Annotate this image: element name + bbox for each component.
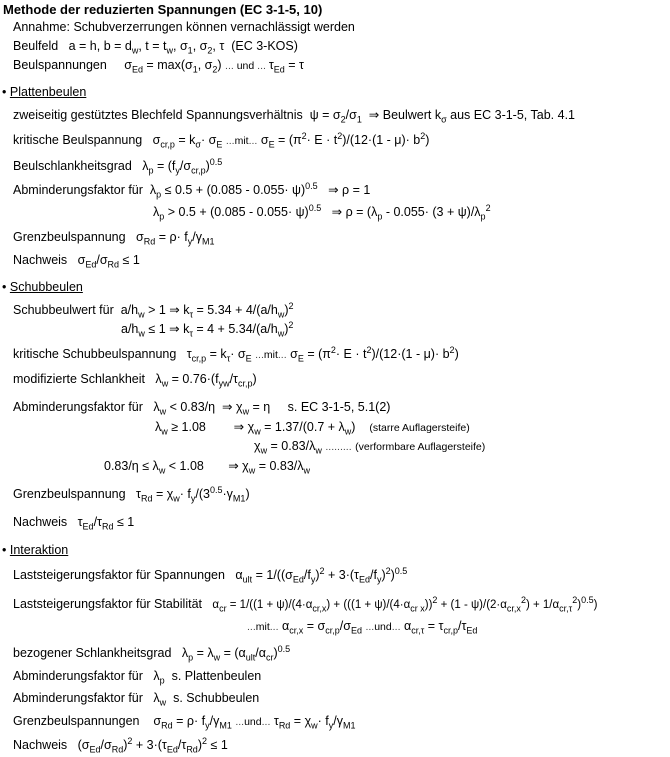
- beulspannungen-label: Beulspannungen: [13, 58, 107, 72]
- beulfeld-line: [13, 39, 298, 54]
- schub-l4-text: modifizierte Schlankheit: [13, 372, 146, 386]
- inter-line-5: Abminderungsfaktor für $\lambda_p$ s. Plattenbeulen: [13, 669, 262, 686]
- schub-line-10: Nachweis $\tau_{Ed}/\tau_{Rd} \le 1$: [13, 515, 135, 532]
- schub-line-7: $\chi_w = 0.83/\lambda_w$ ......... (verformbare Auflagersteife): [254, 439, 486, 456]
- schub-line-6: $\lambda_w \ge 1.08$ ⇒ $\chi_w = 1.37/(0.7 + \lambda_w)$ (starre Auflagersteife): [155, 420, 470, 437]
- schub-line-3: kritische Schubbeulspannung $\tau_{cr,p} = k_\tau\cdot \sigma_E$ ...mit... $\sigma_E = (\pi^2\cdot E \cdot t^2)/(12\cdot(1 - \mu)\cdot b^2)$: [13, 344, 459, 364]
- schub-l3-text: kritische Schubbeulspannung: [13, 347, 177, 361]
- bullet-icon: •: [2, 280, 7, 294]
- inter-l5b-text: s. Plattenbeulen: [171, 669, 262, 683]
- schub-l9-text: Nachweis: [13, 515, 68, 529]
- schub-line-4: modifizierte Schlankheit $\lambda_w = 0.76\cdot(f_{yw}/\tau_{cr,p})$: [13, 372, 257, 389]
- inter-l6b-text: s. Schubbeulen: [173, 691, 260, 705]
- inter-l8-text: Nachweis: [13, 738, 68, 752]
- schub-line-1: Schubbeulwert für $a/h_w > 1$ ⇒ $k_\tau = 5.34 + 4/(a/h_w)^2$: [13, 300, 294, 320]
- section-plattenbeulen-label: Plattenbeulen: [9, 85, 87, 99]
- schub-starr: (starre Auflagersteife): [369, 422, 470, 434]
- section-schubbeulen: [2, 280, 83, 295]
- platten-line-4: Abminderungsfaktor für $\lambda_p \le 0.5 + (0.085 - 0.055\cdot \psi)^{0.5}$ ⇒ ρ = 1: [13, 180, 371, 200]
- platten-l7-text: Nachweis: [13, 253, 68, 267]
- schub-line-8: $0.83/\eta \le \lambda_w < 1.08$ ⇒ $\chi_w = 0.83/\lambda_w$: [104, 459, 311, 476]
- annahme-text: Annahme: Schubverzerrungen können vernachlässigt werden: [13, 20, 355, 34]
- schub-l1-text: Schubbeulwert für: [13, 303, 114, 317]
- section-interaktion-label: Interaktion: [9, 543, 69, 557]
- platten-l1b-text: Beulwert k: [382, 108, 442, 122]
- beulfeld-ref: (EC 3-KOS): [231, 39, 298, 53]
- bullet-icon: •: [2, 543, 7, 557]
- inter-line-2: Laststeigerungsfaktor für Stabilität $\alpha_{cr} = 1/((1 + \psi)/(4\cdot\alpha_{cr,x}) + (((1 + \psi)/(4\cdot\alpha_{cr x}))^2 + (1 - \psi)/(2\cdot\alpha_{cr,x}^2) + 1/\alpha_{cr,\tau}^2)^{0.5})$: [13, 595, 598, 614]
- inter-line-4: bezogener Schlankheitsgrad $\lambda_p = \lambda_w = (\alpha_{ult}/\alpha_{cr})^{0.5}$: [13, 643, 291, 663]
- schub-l5-text: Abminderungsfaktor für: [13, 400, 143, 414]
- inter-line-1: Laststeigerungsfaktor für Spannungen $\alpha_{ult} = 1/((\sigma_{Ed}/f_y)^2 + 3\cdot(\tau_{Ed}/f_y)^2)^{0.5}$: [13, 565, 408, 585]
- platten-line-3: Beulschlankheitsgrad $\lambda_p = (f_y/\sigma_{cr,p})^{0.5}$: [13, 156, 223, 176]
- platten-l1-text: zweiseitig gestütztes Blechfeld Spannungsverhältnis: [13, 108, 303, 122]
- platten-line-6: Grenzbeulspannung $\sigma_{Rd} = \rho\cdot f_y/\gamma_{M1}$: [13, 230, 215, 247]
- platten-l6-text: Grenzbeulspannung: [13, 230, 126, 244]
- inter-l4-text: bezogener Schlankheitsgrad: [13, 646, 172, 660]
- page-title: Methode der reduzierten Spannungen (EC 3-1-5, 10): [3, 2, 323, 17]
- platten-line-5: $\lambda_p > 0.5 + (0.085 - 0.055\cdot \psi)^{0.5}$ ⇒ $\rho = (\lambda_p - 0.055\cdot (3 + \psi)/\lambda_p^2$: [153, 202, 491, 222]
- schub-l8-text: Grenzbeulspannung: [13, 487, 126, 501]
- inter-l7-text: Grenzbeulspannungen: [13, 714, 140, 728]
- beulfeld-def: a = h, $b = d_w$, $t = t_w$, $\sigma_1$, $\sigma_2$, τ: [68, 39, 225, 56]
- schub-ref: s. EC 3-1-5, 5.1(2): [287, 400, 391, 414]
- schub-line-9: Grenzbeulspannung $\tau_{Rd} = \chi_w\cdot f_y/(3^{0.5}\cdot\gamma_{M1})$: [13, 484, 250, 504]
- platten-line-1: zweiseitig gestütztes Blechfeld Spannungsverhältnis $\psi = \sigma_2/\sigma_1$ ⇒ Beulwert $k_\sigma$ aus EC 3-1-5, Tab. 4.1: [13, 108, 575, 125]
- inter-line-7: Grenzbeulspannungen $\sigma_{Rd} = \rho\cdot f_y/\gamma_{M1}$ ...und... $\tau_{Rd} = \chi_w\cdot f_y/\gamma_{M1}$: [13, 714, 356, 731]
- platten-l2-text: kritische Beulspannung: [13, 133, 143, 147]
- section-schubbeulen-label: Schubbeulen: [9, 280, 83, 294]
- beulfeld-label: Beulfeld: [13, 39, 59, 53]
- platten-l4-text: Abminderungsfaktor für: [13, 183, 143, 197]
- inter-line-8: Nachweis $(\sigma_{Ed}/\sigma_{Rd})^2 + 3\cdot(\tau_{Ed}/\tau_{Rd})^2 \le 1$: [13, 735, 228, 755]
- platten-l3-text: Beulschlankheitsgrad: [13, 159, 132, 173]
- inter-l2-text: Laststeigerungsfaktor für Stabilität: [13, 597, 202, 611]
- implies-arrow-icon: ⇒: [368, 108, 380, 122]
- schub-verform: (verformbare Auflagersteife): [355, 441, 486, 453]
- platten-line-2: kritische Beulspannung $\sigma_{cr,p} = k_\sigma\cdot \sigma_E$ ...mit... $\sigma_E = (\pi^2\cdot E \cdot t^2)/(12\cdot(1 - \mu)\cdot b^2)$: [13, 130, 430, 150]
- inter-l1-text: Laststeigerungsfaktor für Spannungen: [13, 568, 225, 582]
- platten-line-7: Nachweis $\sigma_{Ed}/\sigma_{Rd} \le 1$: [13, 253, 140, 270]
- beulspannungen-formula: $\sigma_{Ed} = \max(\sigma_1$, $\sigma_2$) ... und ... $\tau_{Ed} = \tau$: [124, 58, 304, 75]
- inter-l5-text: Abminderungsfaktor für: [13, 669, 143, 683]
- inter-l6-text: Abminderungsfaktor für: [13, 691, 143, 705]
- inter-line-3: ...mit... $\alpha_{cr,x} = \sigma_{cr,p}/\sigma_{Ed}$ ...und... $\alpha_{cr,\tau} = \tau_{cr,p}/\tau_{Ed}$: [247, 619, 478, 636]
- section-interaktion: [2, 543, 68, 558]
- platten-l1c-text: aus EC 3-1-5, Tab. 4.1: [450, 108, 575, 122]
- inter-line-6: Abminderungsfaktor für $\lambda_w$ s. Schubbeulen: [13, 691, 260, 708]
- schub-line-5: Abminderungsfaktor für $\lambda_w < 0.83/\eta$ ⇒ $\chi_w = \eta$ s. EC 3-1-5, 5.1(2): [13, 400, 391, 417]
- beulspannungen-line: [13, 58, 304, 74]
- schub-line-2: $a/h_w \le 1$ ⇒ $k_\tau = 4 + 5.34/(a/h_w)^2$: [121, 319, 294, 339]
- bullet-icon: •: [2, 85, 7, 99]
- section-plattenbeulen: [2, 85, 86, 100]
